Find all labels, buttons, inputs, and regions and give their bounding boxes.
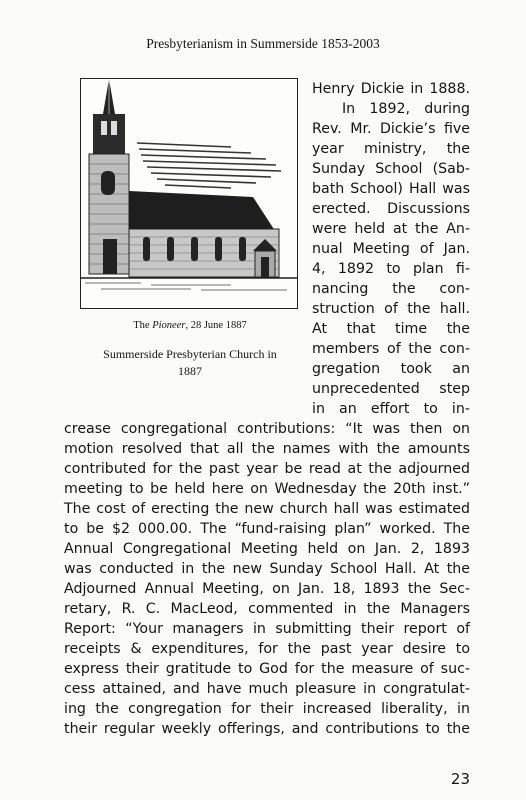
text-line: Adjourned Annual Meeting, on Jan. 18, 1893 the Sec-	[64, 581, 470, 597]
credit-prefix: The	[133, 320, 153, 331]
credit-date: , 28 June 1887	[185, 320, 247, 331]
text-line: in an effort to in-	[312, 401, 470, 417]
text-line: their regular weekly offerings, and contributions to the	[64, 721, 470, 737]
text-line: to be $2 000.00. The “fund-raising plan” worked. The	[64, 521, 470, 537]
text-line: Report: “Your managers in submitting their report of	[64, 621, 470, 637]
text-line: meeting to be held here on Wednesday the 20th inst.”	[64, 481, 470, 497]
church-illustration	[80, 78, 298, 309]
text-line: erected. Discussions	[312, 201, 470, 217]
text-line: year ministry, the	[312, 141, 470, 157]
text-line: Rev. Mr. Dickie’s five	[312, 121, 470, 137]
text-line: express their gratitude to God for the measure of suc-	[64, 661, 470, 677]
text-line: receipts & expenditures, for the past year desire to	[64, 641, 470, 657]
caption-line: Summerside Presbyterian Church in	[103, 347, 277, 361]
text-line: ing the congregation for their increased liberality, in	[64, 701, 470, 717]
text-line: At that time the	[312, 321, 470, 337]
church-engraving	[81, 79, 297, 308]
running-head: Presbyterianism in Summerside 1853-2003	[146, 36, 380, 51]
text-line: cess attained, and have much pleasure in congratulat-	[64, 681, 470, 697]
text-line: nual Meeting of Jan.	[312, 241, 470, 257]
text-line: The cost of erecting the new church hall was estimated	[64, 501, 470, 517]
page-number: 23	[450, 770, 470, 788]
text-line: contributed for the past year be read at the adjourned	[64, 461, 470, 477]
figure-credit	[70, 320, 310, 331]
bell-tower	[93, 114, 125, 154]
text-line: members of the con-	[312, 341, 470, 357]
text-line: Annual Congregational Meeting held on Jan. 2, 1893	[64, 541, 470, 557]
text-line: gregation took an	[312, 361, 470, 377]
text-line: Henry Dickie in 1888.	[312, 81, 470, 97]
text-line: Sunday School (Sab-	[312, 161, 470, 177]
text-line: retary, R. C. MacLeod, commented in the Managers	[64, 601, 470, 617]
figure-caption	[70, 346, 310, 380]
text-line: nancing the con-	[312, 281, 470, 297]
text-line: crease congregational contributions: “It was then on	[64, 421, 470, 437]
smoke-cloud	[137, 143, 281, 188]
text-line: struction of the hall.	[312, 301, 470, 317]
credit-newspaper-title: Pioneer	[152, 320, 186, 331]
text-line: 4, 1892 to plan fi-	[312, 261, 470, 277]
text-line: In 1892, during	[342, 101, 470, 117]
caption-line: 1887	[178, 364, 202, 378]
text-line: unprecedented step	[312, 381, 470, 397]
text-line: motion resolved that all the names with the amounts	[64, 441, 470, 457]
text-line: bath School) Hall was	[312, 181, 470, 197]
text-line: was conducted in the new Sunday School Hall. At the	[64, 561, 470, 577]
text-line: were held at the An-	[312, 221, 470, 237]
